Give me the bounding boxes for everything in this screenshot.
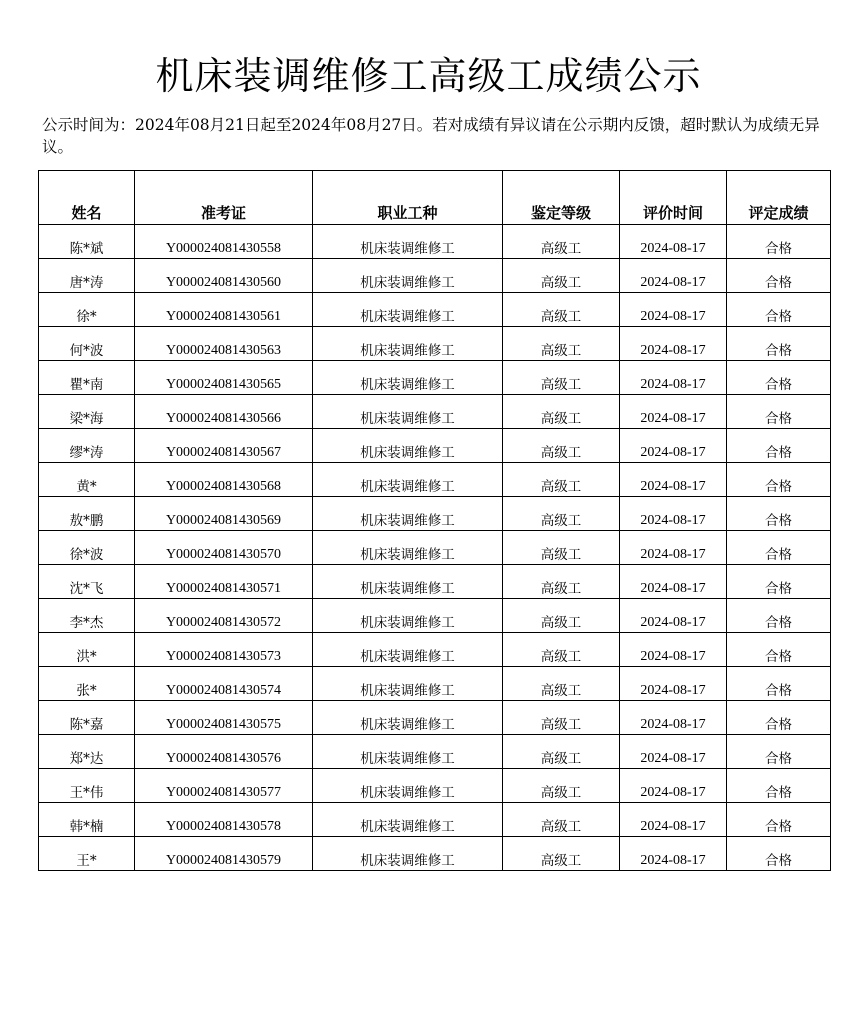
cell-ticket-number: Y000024081430574 [135, 667, 313, 701]
cell-ticket-number: Y000024081430578 [135, 803, 313, 837]
cell-evaluation-date: 2024-08-17 [620, 599, 727, 633]
cell-occupation: 机床装调维修工 [313, 259, 503, 293]
cell-result: 合格 [727, 497, 831, 531]
cell-evaluation-date: 2024-08-17 [620, 735, 727, 769]
cell-ticket-number: Y000024081430566 [135, 395, 313, 429]
table-row [39, 667, 831, 701]
cell-level: 高级工 [503, 293, 620, 327]
cell-name: 郑*达 [39, 735, 135, 769]
cell-ticket-number: Y000024081430579 [135, 837, 313, 871]
cell-result: 合格 [727, 463, 831, 497]
cell-evaluation-date: 2024-08-17 [620, 531, 727, 565]
cell-evaluation-date: 2024-08-17 [620, 837, 727, 871]
cell-evaluation-date: 2024-08-17 [620, 361, 727, 395]
cell-evaluation-date: 2024-08-17 [620, 565, 727, 599]
cell-name: 陈*嘉 [39, 701, 135, 735]
cell-result: 合格 [727, 803, 831, 837]
cell-result: 合格 [727, 361, 831, 395]
results-table [38, 170, 831, 871]
cell-name: 黄* [39, 463, 135, 497]
cell-result: 合格 [727, 565, 831, 599]
cell-ticket-number: Y000024081430565 [135, 361, 313, 395]
cell-ticket-number: Y000024081430563 [135, 327, 313, 361]
cell-result: 合格 [727, 225, 831, 259]
cell-occupation: 机床装调维修工 [313, 497, 503, 531]
cell-result: 合格 [727, 531, 831, 565]
table-row [39, 259, 831, 293]
cell-result: 合格 [727, 395, 831, 429]
cell-name: 王*伟 [39, 769, 135, 803]
cell-ticket-number: Y000024081430567 [135, 429, 313, 463]
cell-result: 合格 [727, 259, 831, 293]
cell-result: 合格 [727, 429, 831, 463]
table-header-row [39, 171, 831, 225]
cell-occupation: 机床装调维修工 [313, 803, 503, 837]
cell-ticket-number: Y000024081430561 [135, 293, 313, 327]
cell-ticket-number: Y000024081430568 [135, 463, 313, 497]
cell-occupation: 机床装调维修工 [313, 327, 503, 361]
table-row [39, 225, 831, 259]
table-row [39, 293, 831, 327]
cell-occupation: 机床装调维修工 [313, 361, 503, 395]
cell-level: 高级工 [503, 327, 620, 361]
cell-level: 高级工 [503, 531, 620, 565]
header-level: 鉴定等级 [503, 171, 620, 225]
cell-name: 瞿*南 [39, 361, 135, 395]
cell-occupation: 机床装调维修工 [313, 701, 503, 735]
cell-level: 高级工 [503, 463, 620, 497]
table-row [39, 327, 831, 361]
cell-evaluation-date: 2024-08-17 [620, 497, 727, 531]
cell-level: 高级工 [503, 497, 620, 531]
cell-result: 合格 [727, 327, 831, 361]
table-row [39, 361, 831, 395]
cell-evaluation-date: 2024-08-17 [620, 701, 727, 735]
cell-ticket-number: Y000024081430575 [135, 701, 313, 735]
cell-name: 徐*波 [39, 531, 135, 565]
cell-evaluation-date: 2024-08-17 [620, 225, 727, 259]
table-row [39, 565, 831, 599]
cell-ticket-number: Y000024081430569 [135, 497, 313, 531]
cell-evaluation-date: 2024-08-17 [620, 769, 727, 803]
cell-name: 李*杰 [39, 599, 135, 633]
header-ticket-number: 准考证 [135, 171, 313, 225]
cell-occupation: 机床装调维修工 [313, 463, 503, 497]
cell-name: 敖*鹏 [39, 497, 135, 531]
table-row [39, 599, 831, 633]
cell-level: 高级工 [503, 701, 620, 735]
cell-level: 高级工 [503, 599, 620, 633]
cell-level: 高级工 [503, 769, 620, 803]
cell-evaluation-date: 2024-08-17 [620, 259, 727, 293]
cell-level: 高级工 [503, 429, 620, 463]
cell-occupation: 机床装调维修工 [313, 565, 503, 599]
header-result: 评定成绩 [727, 171, 831, 225]
header-occupation: 职业工种 [313, 171, 503, 225]
cell-ticket-number: Y000024081430576 [135, 735, 313, 769]
cell-ticket-number: Y000024081430573 [135, 633, 313, 667]
table-row [39, 497, 831, 531]
cell-result: 合格 [727, 633, 831, 667]
cell-evaluation-date: 2024-08-17 [620, 327, 727, 361]
table-row [39, 633, 831, 667]
cell-evaluation-date: 2024-08-17 [620, 667, 727, 701]
table-row [39, 837, 831, 871]
cell-level: 高级工 [503, 225, 620, 259]
cell-name: 徐* [39, 293, 135, 327]
cell-evaluation-date: 2024-08-17 [620, 293, 727, 327]
cell-level: 高级工 [503, 633, 620, 667]
cell-ticket-number: Y000024081430571 [135, 565, 313, 599]
cell-evaluation-date: 2024-08-17 [620, 803, 727, 837]
cell-level: 高级工 [503, 259, 620, 293]
cell-evaluation-date: 2024-08-17 [620, 395, 727, 429]
table-row [39, 769, 831, 803]
cell-evaluation-date: 2024-08-17 [620, 429, 727, 463]
cell-name: 陈*斌 [39, 225, 135, 259]
cell-name: 唐*涛 [39, 259, 135, 293]
cell-name: 何*波 [39, 327, 135, 361]
header-evaluation-date: 评价时间 [620, 171, 727, 225]
cell-occupation: 机床装调维修工 [313, 599, 503, 633]
cell-level: 高级工 [503, 361, 620, 395]
cell-occupation: 机床装调维修工 [313, 225, 503, 259]
cell-result: 合格 [727, 667, 831, 701]
cell-result: 合格 [727, 599, 831, 633]
cell-occupation: 机床装调维修工 [313, 429, 503, 463]
cell-result: 合格 [727, 837, 831, 871]
table-row [39, 735, 831, 769]
cell-occupation: 机床装调维修工 [313, 735, 503, 769]
cell-ticket-number: Y000024081430570 [135, 531, 313, 565]
header-name: 姓名 [39, 171, 135, 225]
cell-name: 张* [39, 667, 135, 701]
cell-evaluation-date: 2024-08-17 [620, 633, 727, 667]
cell-name: 王* [39, 837, 135, 871]
table-row [39, 803, 831, 837]
cell-name: 梁*海 [39, 395, 135, 429]
cell-level: 高级工 [503, 735, 620, 769]
cell-level: 高级工 [503, 667, 620, 701]
notice-text: 公示时间为：2024年08月21日起至2024年08月27日。若对成绩有异议请在公示期内反馈，超时默认为成绩无异议。 [42, 116, 820, 156]
cell-ticket-number: Y000024081430558 [135, 225, 313, 259]
cell-result: 合格 [727, 293, 831, 327]
cell-occupation: 机床装调维修工 [313, 837, 503, 871]
table-row [39, 701, 831, 735]
cell-name: 缪*涛 [39, 429, 135, 463]
cell-level: 高级工 [503, 837, 620, 871]
cell-result: 合格 [727, 769, 831, 803]
cell-level: 高级工 [503, 565, 620, 599]
cell-level: 高级工 [503, 803, 620, 837]
cell-occupation: 机床装调维修工 [313, 633, 503, 667]
cell-name: 韩*楠 [39, 803, 135, 837]
cell-occupation: 机床装调维修工 [313, 667, 503, 701]
cell-result: 合格 [727, 701, 831, 735]
cell-level: 高级工 [503, 395, 620, 429]
cell-evaluation-date: 2024-08-17 [620, 463, 727, 497]
table-row [39, 429, 831, 463]
table-body [39, 225, 831, 871]
cell-occupation: 机床装调维修工 [313, 395, 503, 429]
cell-occupation: 机床装调维修工 [313, 531, 503, 565]
table-row [39, 463, 831, 497]
cell-name: 沈*飞 [39, 565, 135, 599]
cell-ticket-number: Y000024081430560 [135, 259, 313, 293]
cell-ticket-number: Y000024081430572 [135, 599, 313, 633]
cell-occupation: 机床装调维修工 [313, 293, 503, 327]
table-row [39, 395, 831, 429]
cell-name: 洪* [39, 633, 135, 667]
table-row [39, 531, 831, 565]
cell-ticket-number: Y000024081430577 [135, 769, 313, 803]
page-title: 机床装调维修工高级工成绩公示 [155, 54, 702, 98]
cell-result: 合格 [727, 735, 831, 769]
cell-occupation: 机床装调维修工 [313, 769, 503, 803]
